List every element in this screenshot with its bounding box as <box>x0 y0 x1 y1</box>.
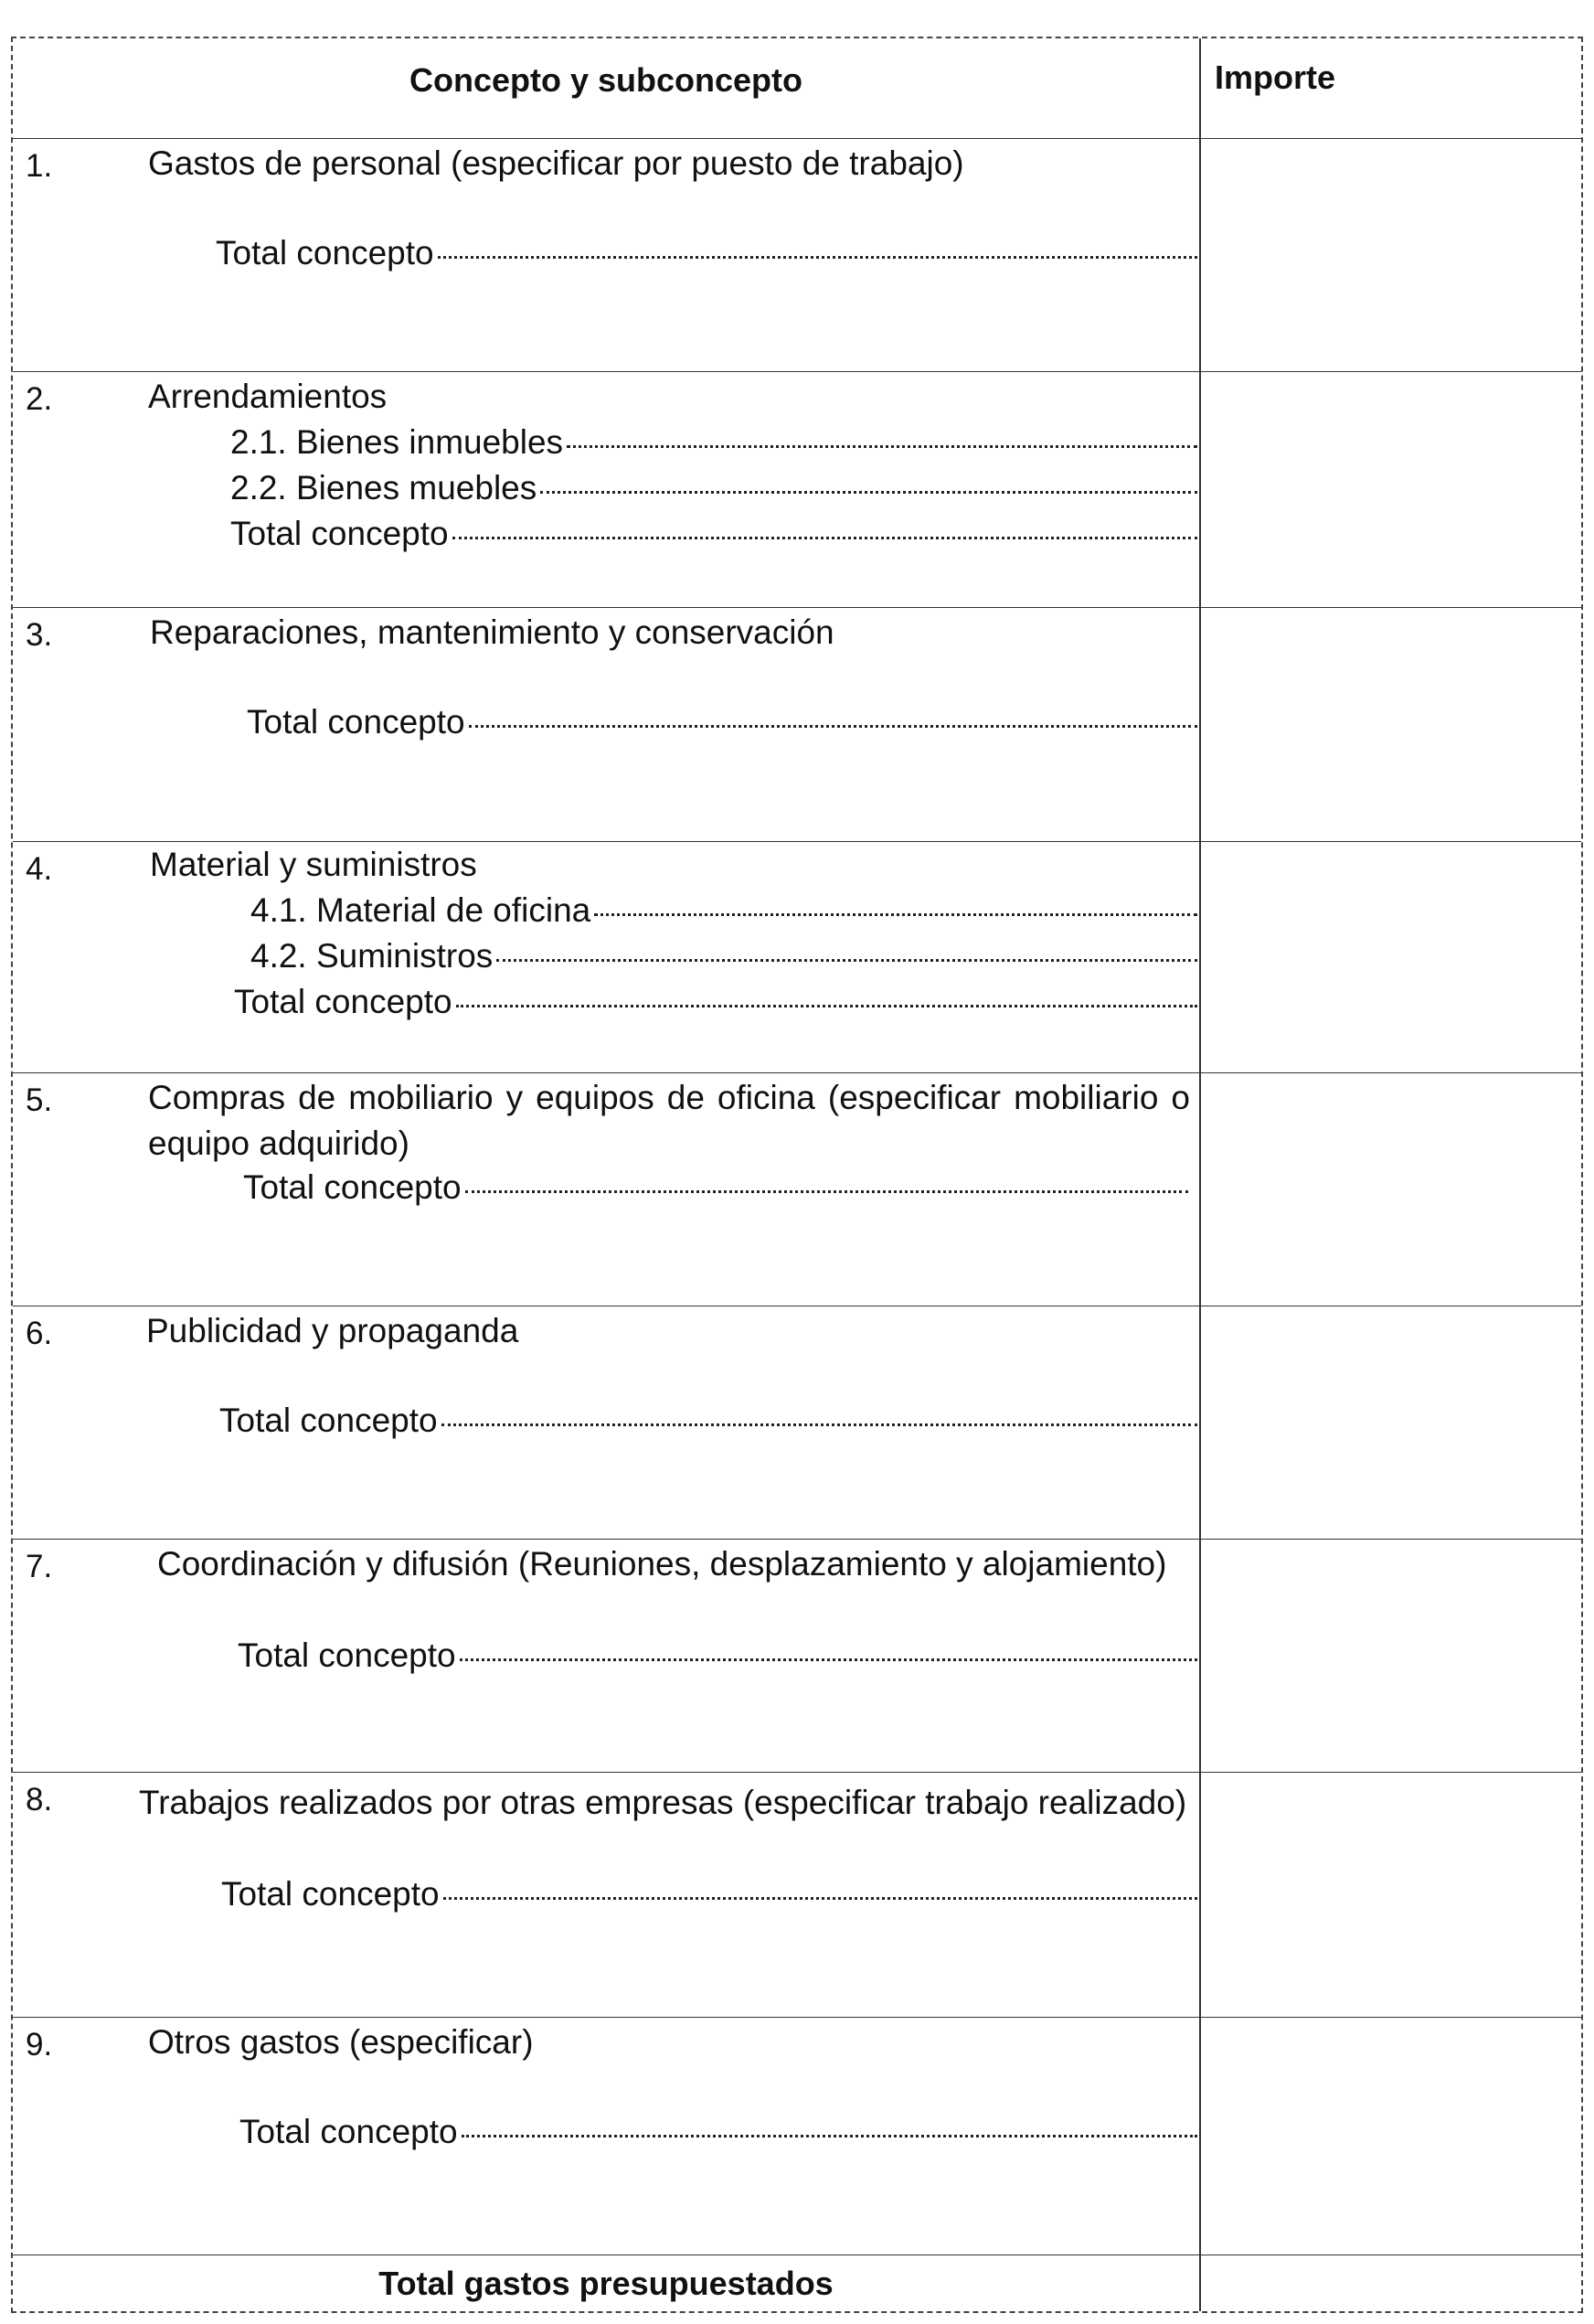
total-label: Total concepto <box>238 1636 456 1674</box>
subconcept-line <box>230 420 1197 465</box>
total-label: Total concepto <box>243 1168 462 1206</box>
header-amount: Importe <box>1215 59 1336 96</box>
total-label: Total concepto <box>230 515 449 552</box>
budget-table <box>11 37 1583 2313</box>
total-label: Total concepto <box>216 234 434 272</box>
total-line <box>216 230 1197 276</box>
row-number: 4. <box>26 851 53 887</box>
subconcept-label: 2.2. Bienes muebles <box>230 469 537 506</box>
subconcept-label: 4.2. Suministros <box>250 937 494 975</box>
total-line <box>239 2109 1197 2155</box>
row-title: Publicidad y propaganda <box>146 1312 519 1349</box>
total-label: Total concepto <box>219 1402 438 1439</box>
dot-leader <box>443 1897 1197 1900</box>
total-label: Total concepto <box>247 703 465 741</box>
table-row <box>13 1073 1581 1306</box>
total-label: Total concepto <box>239 2113 458 2150</box>
grand-total-label: Total gastos presupuestados <box>378 2265 834 2302</box>
row-number: 3. <box>26 617 53 653</box>
row-title: Arrendamientos <box>148 378 388 415</box>
table-row <box>13 139 1581 372</box>
table-row <box>13 1773 1581 2018</box>
total-line <box>247 699 1197 745</box>
header-concept: Concepto y subconcepto <box>409 61 803 99</box>
row-number: 7. <box>26 1549 53 1584</box>
table-row <box>13 1540 1581 1773</box>
row-number: 5. <box>26 1082 53 1118</box>
total-line <box>238 1633 1197 1679</box>
row-title: Compras de mobiliario y equipos de oficina (especificar mobiliario o equipo adquirido) <box>148 1079 1190 1162</box>
dot-leader <box>567 445 1197 448</box>
table-row <box>13 1306 1581 1540</box>
subconcept-label: 2.1. Bienes inmuebles <box>230 423 564 461</box>
dot-leader <box>469 725 1197 728</box>
dot-leader <box>465 1190 1188 1193</box>
dot-leader <box>441 1423 1197 1426</box>
subconcept-line <box>250 888 1197 933</box>
row-title: Gastos de personal (especificar por puesto de trabajo) <box>148 144 964 182</box>
row-title: Trabajos realizados por otras empresas (especificar trabajo realizado) <box>139 1784 1187 1821</box>
table-row <box>13 842 1581 1073</box>
total-label: Total concepto <box>234 983 452 1020</box>
dot-leader <box>452 537 1197 539</box>
dot-leader <box>594 913 1197 916</box>
table-header-row <box>13 38 1581 139</box>
total-line <box>230 511 1197 557</box>
table-row <box>13 372 1581 608</box>
dot-leader <box>438 256 1197 259</box>
dot-leader <box>462 2135 1197 2137</box>
table-row <box>13 608 1581 842</box>
row-number: 2. <box>26 381 53 417</box>
total-line <box>219 1398 1197 1444</box>
row-title: Coordinación y difusión (Reuniones, desplazamiento y alojamiento) <box>157 1545 1167 1583</box>
total-line <box>234 979 1197 1025</box>
subconcept-label: 4.1. Material de oficina <box>250 891 591 929</box>
dot-leader <box>496 959 1197 962</box>
total-line <box>243 1165 1188 1210</box>
dot-leader <box>456 1005 1197 1007</box>
grand-total-row <box>13 2255 1581 2315</box>
row-title: Reparaciones, mantenimiento y conservación <box>150 613 834 651</box>
total-line <box>221 1871 1197 1917</box>
dot-leader <box>460 1658 1197 1661</box>
row-number: 6. <box>26 1316 53 1351</box>
subconcept-line <box>250 933 1197 979</box>
row-title: Otros gastos (especificar) <box>148 2023 534 2061</box>
column-divider <box>1199 38 1201 2311</box>
row-number: 9. <box>26 2027 53 2063</box>
row-number: 8. <box>26 1782 53 1818</box>
row-title: Material y suministros <box>150 846 477 883</box>
total-label: Total concepto <box>221 1875 440 1913</box>
row-number: 1. <box>26 148 53 184</box>
subconcept-line <box>230 465 1197 511</box>
table-row <box>13 2018 1581 2255</box>
dot-leader <box>540 491 1197 494</box>
